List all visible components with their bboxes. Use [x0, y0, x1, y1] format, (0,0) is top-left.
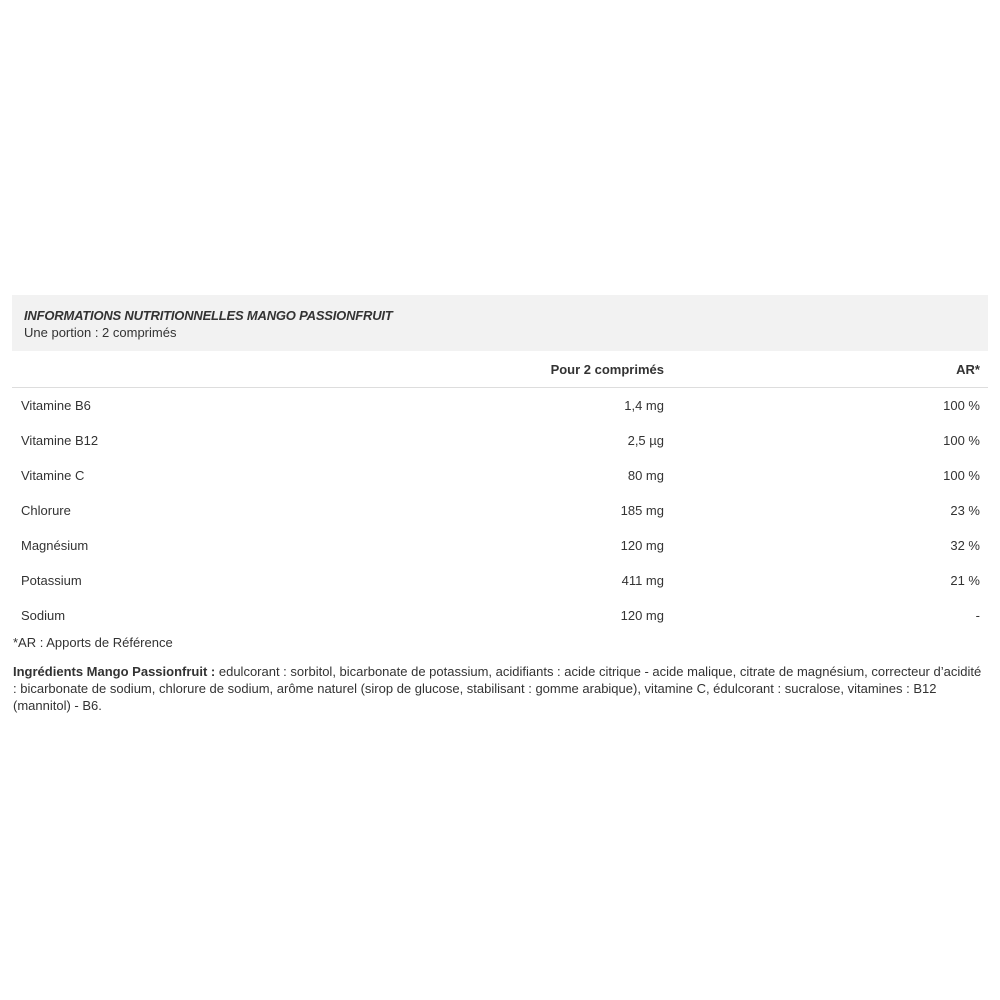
footnote: *AR : Apports de Référence [13, 635, 173, 650]
column-header-nutrient [12, 351, 491, 388]
ingredients-text [12, 663, 988, 714]
nutrient-name: Vitamine B12 [21, 433, 99, 448]
nutrient-name: Vitamine B6 [21, 398, 91, 413]
nutrition-header [12, 295, 988, 351]
nutrition-title: INFORMATIONS NUTRITIONNELLES MANGO PASSIONFRUIT [24, 308, 393, 323]
nutrient-ar: 100 % [943, 398, 980, 413]
column-header-ar: AR* [664, 351, 988, 388]
nutrient-name: Potassium [21, 573, 82, 588]
nutrient-value: 1,4 mg [624, 398, 664, 413]
nutrient-value: 185 mg [620, 503, 664, 518]
nutrient-value: 80 mg [627, 468, 664, 483]
nutrient-value: 411 mg [621, 573, 664, 588]
table-row [12, 598, 988, 633]
ingredients-label: Ingrédients Mango Passionfruit : [13, 664, 216, 679]
table-row [12, 528, 988, 563]
table-row [12, 493, 988, 528]
table-row [12, 563, 988, 598]
nutrient-ar: 23 % [950, 503, 980, 518]
nutrient-name: Vitamine C [21, 468, 85, 483]
nutrient-ar: 100 % [943, 468, 980, 483]
nutrient-name: Magnésium [21, 538, 89, 553]
nutrition-panel [12, 295, 988, 714]
nutrient-ar: 32 % [950, 538, 980, 553]
nutrient-name: Sodium [21, 608, 66, 623]
nutrient-name: Chlorure [21, 503, 71, 518]
nutrient-value: 120 mg [620, 608, 664, 623]
table-row [12, 388, 988, 424]
ingredients-list: edulcorant : sorbitol, bicarbonate de potassium, acidifiants : acide citrique - acide malique, citrate de magnésium, correcteur d’acidité : bicarbonate de sodium, chlorure de sodium, arôme naturel (sirop de glucose, stabilisant : gomme arabique), vitamine C, édulcorant : sucralose, vitamines : B12 (mannitol) - B6. [13, 664, 982, 713]
nutrient-ar: 100 % [943, 433, 980, 448]
nutrient-ar: - [975, 608, 980, 623]
table-row [12, 423, 988, 458]
column-header-per-serving: Pour 2 comprimés [491, 351, 664, 388]
nutrient-ar: 21 % [950, 573, 980, 588]
nutrient-value: 120 mg [620, 538, 664, 553]
nutrient-value: 2,5 µg [627, 433, 664, 448]
table-row [12, 458, 988, 493]
nutrition-table [12, 351, 988, 633]
serving-size: Une portion : 2 comprimés [24, 325, 177, 340]
table-header-row [12, 351, 988, 388]
